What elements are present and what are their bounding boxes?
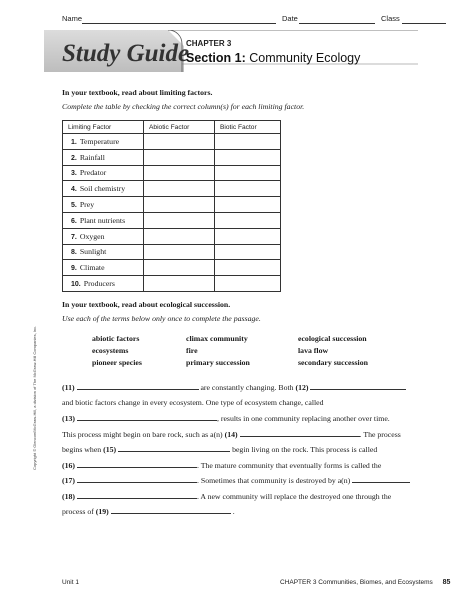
blank-number: (19)	[95, 507, 109, 516]
blank-number: (12)	[295, 383, 309, 392]
col-header-abiotic: Abiotic Factor	[144, 121, 215, 134]
row-label: Prey	[79, 200, 95, 210]
blank-destroyer[interactable]	[352, 475, 410, 483]
class-label: Class	[381, 14, 400, 23]
passage-line-7	[62, 475, 410, 485]
row-number: 10.	[71, 281, 81, 289]
row-number: 1.	[71, 138, 77, 146]
row-label: Soil chemistry	[79, 184, 126, 194]
study-guide-title: Study Guide	[62, 40, 190, 67]
blank-17[interactable]	[77, 475, 197, 483]
blank-14[interactable]	[240, 429, 360, 437]
table-row	[63, 260, 281, 276]
term: fire	[186, 346, 198, 355]
biotic-cell[interactable]	[215, 149, 281, 165]
passage-line-1	[62, 382, 406, 392]
biotic-cell[interactable]	[215, 244, 281, 260]
passage-text: . The mature community that eventually forms is called the	[196, 461, 382, 470]
term: abiotic factors	[92, 334, 140, 343]
date-field[interactable]	[299, 23, 375, 24]
blank-11[interactable]	[77, 382, 199, 390]
row-number: 7.	[71, 233, 77, 241]
col-header-biotic: Biotic Factor	[215, 121, 281, 134]
col-header-limiting-factor: Limiting Factor	[63, 121, 144, 134]
date-label: Date	[282, 14, 298, 23]
passage-text: , results in one community replacing another over time.	[216, 414, 390, 423]
table-row	[63, 134, 281, 150]
table-row	[63, 165, 281, 181]
row-label: Oxygen	[79, 231, 105, 241]
row-label: Sunlight	[79, 247, 107, 257]
row-number: 6.	[71, 217, 77, 225]
abiotic-cell[interactable]	[144, 149, 215, 165]
term: ecosystems	[92, 346, 129, 355]
table-row	[63, 244, 281, 260]
passage-text: process of	[62, 507, 94, 516]
passage-line-2: and biotic factors change in every ecosystem. One type of ecosystem change, called	[62, 398, 324, 407]
row-label: Producers	[83, 279, 115, 289]
table-row	[63, 228, 281, 244]
row-label: Predator	[79, 168, 107, 178]
abiotic-cell[interactable]	[144, 244, 215, 260]
section-title	[186, 51, 360, 65]
page-number: 85	[442, 579, 451, 586]
blank-number: (13)	[62, 414, 75, 423]
blank-number: (11)	[62, 383, 75, 392]
row-number: 2.	[71, 154, 77, 162]
blank-13[interactable]	[77, 413, 217, 421]
blank-12[interactable]	[310, 382, 406, 390]
name-label: Name	[62, 14, 83, 23]
blank-number: (18)	[62, 492, 75, 501]
blank-number: (14)	[224, 430, 238, 439]
table-row	[63, 276, 281, 292]
blank-number: (16)	[62, 461, 75, 470]
term: secondary succession	[298, 358, 368, 367]
passage-text: This process might begin on bare rock, such as a(n)	[62, 430, 223, 439]
passage-text: . The process	[359, 430, 401, 439]
blank-number: (17)	[62, 476, 75, 485]
table-row	[63, 181, 281, 197]
row-label: Rainfall	[79, 152, 105, 162]
blank-16[interactable]	[77, 460, 197, 468]
blank-18[interactable]	[77, 491, 197, 499]
row-number: 9.	[71, 265, 77, 273]
class-field[interactable]	[402, 23, 446, 24]
footer-unit: Unit 1	[62, 579, 79, 586]
blank-15[interactable]	[118, 444, 230, 452]
abiotic-cell[interactable]	[144, 228, 215, 244]
term: primary succession	[186, 358, 250, 367]
abiotic-cell[interactable]	[144, 181, 215, 197]
passage-line-4	[62, 429, 401, 439]
row-label: Plant nutrients	[79, 215, 126, 225]
section-prefix: Section 1:	[186, 51, 246, 65]
biotic-cell[interactable]	[215, 165, 281, 181]
row-label: Temperature	[79, 136, 120, 146]
table-row	[63, 197, 281, 213]
footer-chapter	[280, 579, 450, 586]
row-label: Climate	[79, 263, 105, 273]
biotic-cell[interactable]	[215, 212, 281, 228]
abiotic-cell[interactable]	[144, 212, 215, 228]
passage-line-5	[62, 444, 377, 454]
chapter-label: CHAPTER 3	[186, 39, 232, 48]
row-number: 5.	[71, 202, 77, 210]
term: climax community	[186, 334, 248, 343]
blank-19[interactable]	[111, 506, 231, 514]
row-number: 3.	[71, 170, 77, 178]
part2-instruction: In your textbook, read about ecological succession.	[62, 300, 231, 309]
term: ecological succession	[298, 334, 367, 343]
footer-chapter-info: CHAPTER 3 Communities, Biomes, and Ecosystems	[280, 579, 433, 586]
passage-line-6	[62, 460, 381, 470]
row-number: 8.	[71, 249, 77, 257]
abiotic-cell[interactable]	[144, 134, 215, 150]
term: pioneer species	[92, 358, 142, 367]
passage-text: begin living on the rock. This process is called	[232, 445, 378, 454]
part2-directions: Use each of the terms below only once to complete the passage.	[62, 314, 261, 323]
row-number: 4.	[71, 186, 77, 194]
part1-instruction: In your textbook, read about limiting factors.	[62, 88, 213, 97]
name-field[interactable]	[82, 23, 276, 24]
abiotic-cell[interactable]	[144, 197, 215, 213]
passage-text: . Sometimes that community is destroyed by a(n)	[196, 476, 351, 485]
blank-number: (15)	[103, 445, 117, 454]
passage-line-3	[62, 413, 390, 423]
abiotic-cell[interactable]	[144, 165, 215, 181]
passage-text: . A new community will replace the destroyed one through the	[196, 492, 392, 501]
abiotic-cell[interactable]	[144, 276, 215, 292]
term: lava flow	[298, 346, 329, 355]
biotic-cell[interactable]	[215, 134, 281, 150]
biotic-cell[interactable]	[215, 181, 281, 197]
table-row	[63, 212, 281, 228]
biotic-cell[interactable]	[215, 276, 281, 292]
biotic-cell[interactable]	[215, 197, 281, 213]
biotic-cell[interactable]	[215, 260, 281, 276]
limiting-factors-table	[62, 120, 281, 292]
passage-text: .	[232, 507, 235, 516]
biotic-cell[interactable]	[215, 228, 281, 244]
copyright-notice: Copyright © Glencoe/McGraw-Hill, a division of The McGraw-Hill Companies, Inc.	[32, 325, 37, 470]
passage-line-9	[62, 506, 235, 516]
passage-line-8	[62, 491, 391, 501]
section-name: Community Ecology	[249, 51, 361, 65]
passage-text: are constantly changing. Both	[200, 383, 294, 392]
abiotic-cell[interactable]	[144, 260, 215, 276]
part1-directions: Complete the table by checking the correct column(s) for each limiting factor.	[62, 102, 305, 111]
table-row	[63, 149, 281, 165]
passage-text: begins when	[62, 445, 102, 454]
